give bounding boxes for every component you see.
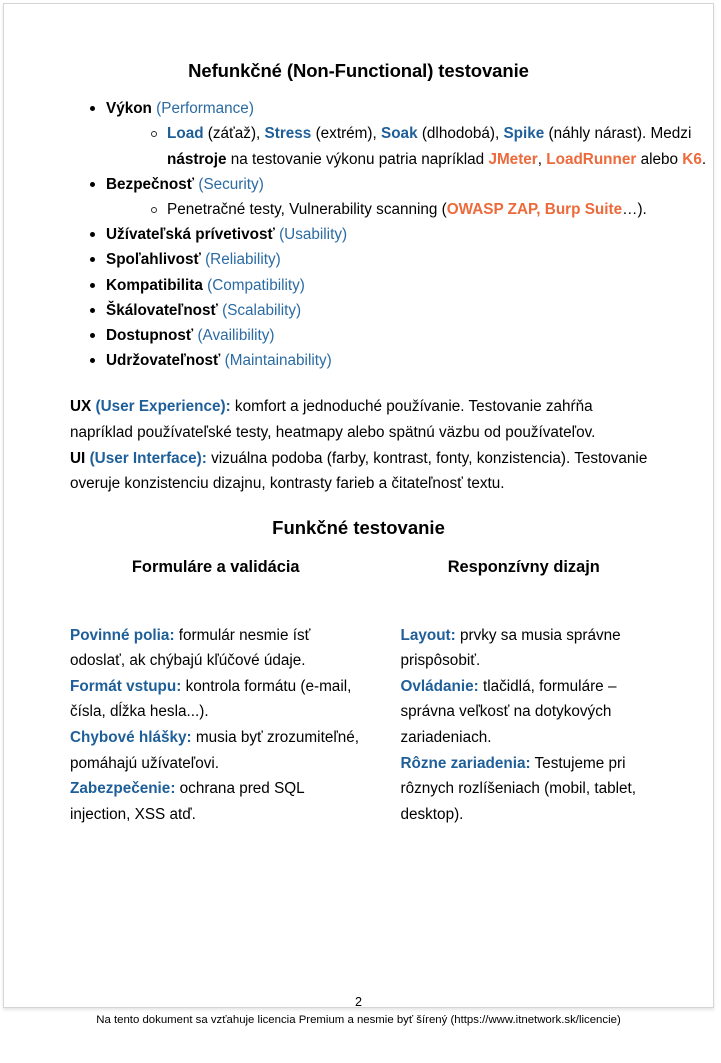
column-item-body: prvky sa musia správne prispôsobiť. — [400, 626, 621, 670]
ux-ui-paragraphs — [4, 394, 713, 496]
definition-body: vizuálna podoba (farby, kontrast, fonty, konzistencia). Testovanie overuje konzistenciu dizajnu, kontrasty farieb a čitateľnosť textu. — [70, 449, 648, 493]
column-item — [70, 623, 362, 674]
column-heading: Formuláre a validácia — [131, 557, 300, 576]
page-title: Nefunkčné (Non-Functional) testovanie — [188, 60, 529, 81]
functional-section-header — [4, 517, 713, 539]
list-item — [88, 298, 713, 323]
term-sk: Spoľahlivosť — [106, 251, 201, 269]
column-item-term: Rôzne zariadenia: — [400, 754, 531, 772]
list-item-heading — [106, 298, 713, 323]
nonfunctional-list — [4, 96, 713, 373]
column-item — [70, 776, 362, 827]
column-item-term: Chybové hlášky: — [70, 729, 192, 747]
page-number: 2 — [354, 995, 362, 1009]
column-item-term: Povinné polia: — [70, 626, 175, 644]
column-responsive — [362, 558, 654, 827]
text-run: Penetračné testy, Vulnerability scanning ( — [167, 201, 447, 218]
column-item-body: tlačidlá, formuláre – správna veľkosť na dotykových zariadeniach. — [400, 677, 617, 747]
text-run: (náhly nárast). Medzi — [544, 125, 692, 143]
definition-paragraph — [70, 394, 649, 445]
column-body — [70, 623, 362, 828]
text-run: (záťaž), — [203, 125, 265, 143]
document-page — [3, 3, 714, 1026]
column-item-body: kontrola formátu (e-mail, čísla, dĺžka hesla...). — [70, 677, 352, 721]
text-run: na testovanie výkonu patria napríklad — [226, 150, 489, 168]
column-forms — [70, 558, 362, 827]
term-en: (Reliability) — [205, 251, 281, 269]
term-en: (Availibility) — [197, 327, 275, 345]
list-item — [88, 172, 713, 222]
definition-label: UI — [70, 449, 86, 467]
column-body — [401, 623, 654, 828]
text-run: …). — [622, 201, 647, 218]
list-item-heading — [106, 273, 713, 298]
text-run: JMeter — [488, 150, 538, 168]
column-item-body: musia byť zrozumiteľné, pomáhajú užívateľovi. — [70, 729, 360, 772]
section-title: Funkčné testovanie — [272, 516, 445, 538]
column-item — [70, 674, 362, 725]
definition-paragraph — [70, 446, 649, 497]
text-run: (extrém), — [311, 125, 382, 143]
list-item-heading — [106, 323, 713, 348]
column-item-body: formulár nesmie ísť odoslať, ak chýbajú kľúčové údaje. — [70, 626, 311, 670]
page-footer — [4, 994, 713, 1029]
list-item-heading — [106, 247, 713, 272]
column-item-body: Testujeme pri rôznych rozlíšeniach (mobil, tablet, desktop). — [400, 754, 637, 823]
term-sk: Bezpečnosť — [106, 175, 195, 193]
list-item — [88, 273, 713, 298]
sub-list — [106, 197, 713, 222]
text-run: alebo — [636, 150, 683, 168]
column-item — [401, 674, 654, 751]
term-en: (Scalability) — [222, 301, 302, 319]
text-run: LoadRunner — [546, 150, 637, 168]
term-en: (Performance) — [156, 100, 254, 118]
definition-body: komfort a jednoduché používanie. Testovanie zahŕňa napríklad používateľské testy, heatmapy alebo spätnú väzbu od používateľov. — [70, 398, 596, 442]
text-run: Load — [167, 125, 204, 143]
text-run: Soak — [381, 125, 418, 143]
term-sk: Výkon — [106, 100, 152, 118]
list-item — [88, 222, 713, 247]
text-run: nástroje — [167, 150, 227, 168]
sub-list — [106, 121, 713, 171]
definition-label-en: (User Interface): — [89, 449, 207, 467]
term-sk: Udržovateľnosť — [106, 352, 221, 370]
column-item-term: Layout: — [400, 626, 456, 644]
term-en: (Maintainability) — [224, 352, 332, 370]
list-item-heading — [106, 172, 713, 197]
sub-list-item — [149, 197, 713, 222]
list-item-heading — [106, 348, 713, 373]
column-item — [401, 623, 654, 674]
definition-label-en: (User Experience): — [95, 398, 231, 416]
text-run: K6 — [682, 150, 702, 168]
term-sk: Užívateľská prívetivosť — [106, 226, 275, 244]
term-en: (Usability) — [279, 226, 348, 244]
list-item — [88, 96, 713, 172]
column-item-term: Ovládanie: — [400, 677, 479, 695]
licence-note: Na tento dokument sa vzťahuje licencia Premium a nesmie byť šírený (https://www.itnetwork.sk/licencie) — [96, 1014, 621, 1026]
list-item-heading — [106, 96, 713, 121]
text-run: . — [701, 150, 707, 168]
list-item — [88, 323, 713, 348]
column-item-term: Formát vstupu: — [70, 677, 182, 695]
text-run: Spike — [503, 125, 545, 143]
page-inner — [4, 60, 713, 1063]
column-item — [70, 725, 362, 776]
text-run: OWASP ZAP, Burp Suite — [446, 201, 623, 218]
term-en: (Compatibility) — [207, 276, 305, 294]
list-item — [88, 348, 713, 373]
text-run: Stress — [264, 125, 312, 143]
list-item — [88, 247, 713, 272]
column-item-body: ochrana pred SQL injection, XSS atď. — [70, 780, 305, 823]
term-sk: Kompatibilita — [106, 276, 203, 294]
column-item-term: Zabezpečenie: — [70, 780, 176, 798]
term-en: (Security) — [198, 175, 264, 193]
column-heading: Responzívny dizajn — [447, 557, 600, 576]
list-item-heading — [106, 222, 713, 247]
term-sk: Dostupnosť — [106, 327, 194, 345]
definition-label: UX — [70, 398, 92, 416]
functional-columns — [4, 558, 713, 827]
text-run: , — [537, 150, 547, 168]
column-item — [401, 751, 654, 828]
text-run: (dlhodobá), — [417, 125, 504, 143]
term-sk: Škálovateľnosť — [106, 301, 218, 319]
sub-list-item — [149, 121, 713, 171]
